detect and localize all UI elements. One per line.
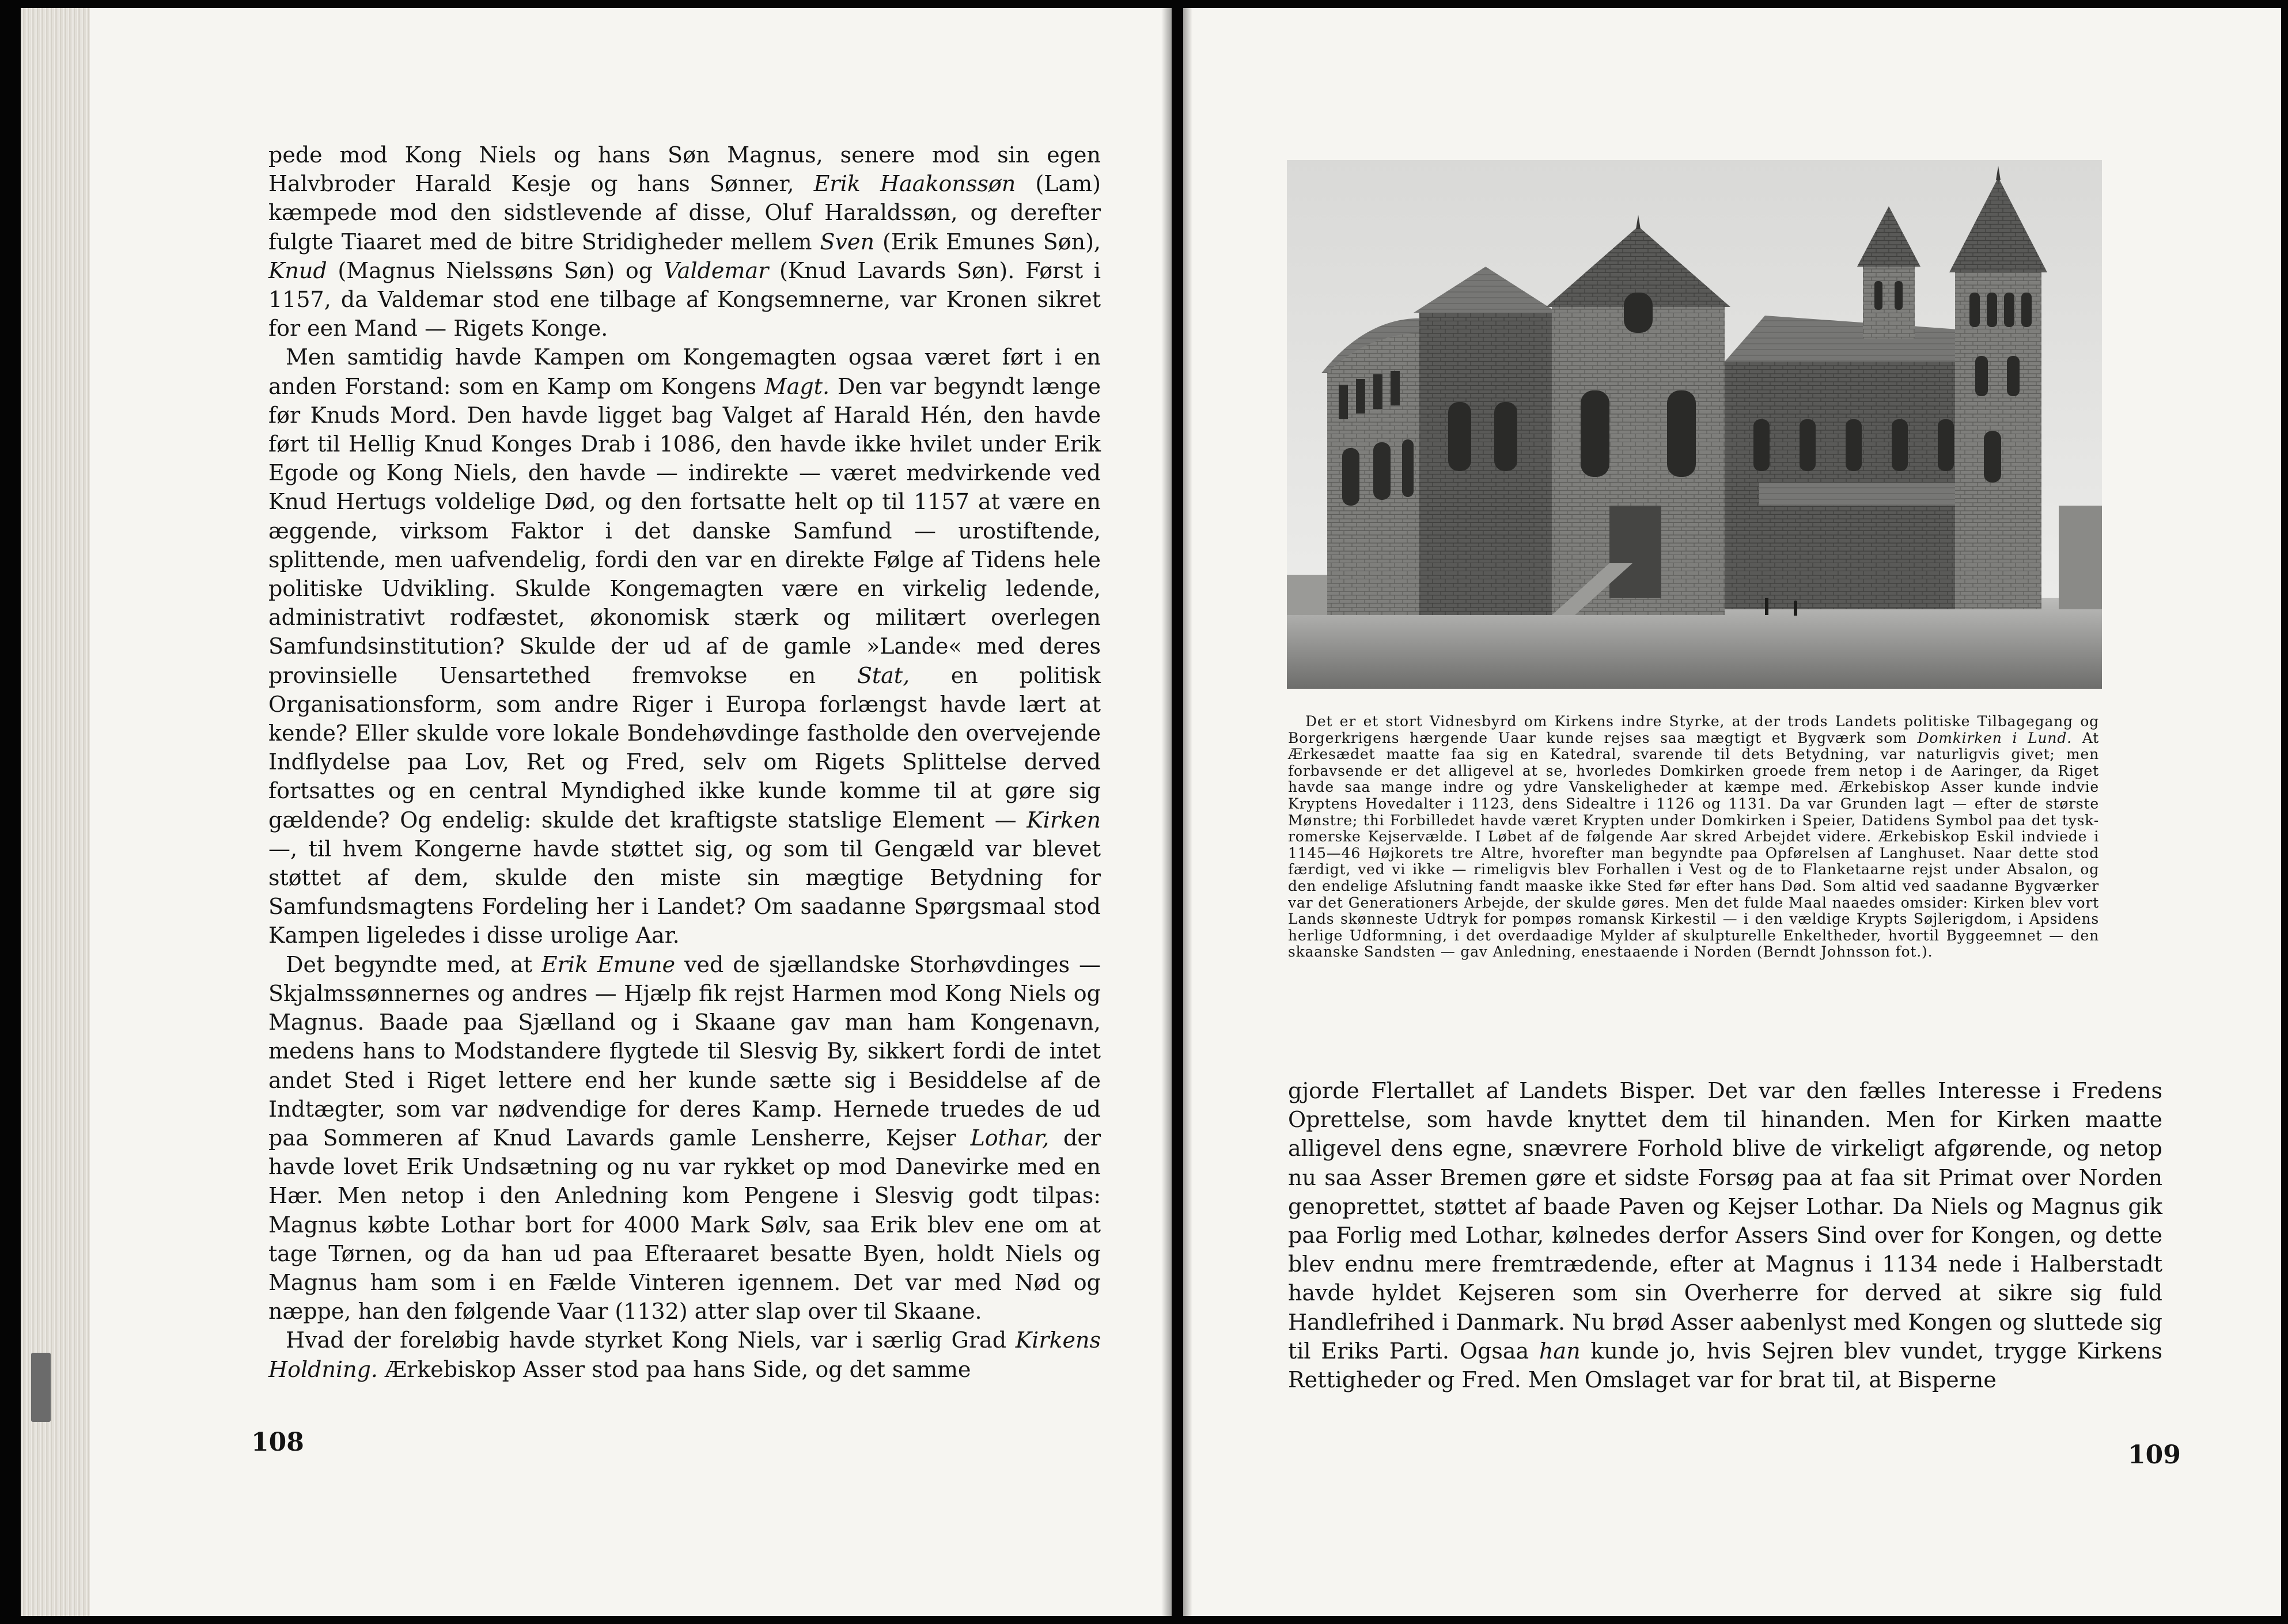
text-run: (Erik Emunes Søn), — [874, 229, 1101, 255]
text-run: Det er et stort Vidnesbyrd om Kirkens indre Styrke, at der trods Landets politiske Tilbagegang og Borgerkrigens hærgende Uaar kunde rejses saa mægtigt et Bygværk som — [1288, 713, 2099, 746]
cathedral-photograph — [1287, 160, 2102, 689]
italic-run: Stat, — [857, 662, 910, 688]
text-run: Det begyndte med, at — [286, 951, 541, 977]
text-run: kunde jo, hvis Sejren blev vundet, trygge Kirkens Rettigheder og Fred. Men Omslaget var for brat til, at Bisperne — [1288, 1338, 2162, 1393]
right-page-body-text — [1288, 1076, 2162, 1394]
text-run: (Knud Lavards Søn). Først i 1157, da Valdemar stod ene tilbage af Kongsemnerne, var Kronen sikret for een Mand — Rigets Konge. — [268, 257, 1101, 342]
text-run: (Magnus Nielssøns Søn) og — [327, 257, 664, 283]
italic-run: Kirken — [1026, 807, 1101, 833]
paragraph — [1288, 1076, 2162, 1394]
text-run: der havde lovet Erik Undsætning og nu var rykket op mod Danevirke med en Hær. Men netop i den Anledning kom Pengene i Slesvig godt tilpas: Magnus købte Lothar bort for 4000 Mark Sølv, saa Erik blev ene om at tage Tørnen, og da han ud paa Efteraaret besatte Byen, holdt Niels og Magnus ham som i en Fælde Vinteren igennem. Det var med Nød og næppe, han den følgende Vaar (1132) atter slap over til Skaane. — [268, 1125, 1101, 1325]
text-run: Ærkebiskop Asser stod paa hans Side, og det samme — [378, 1356, 971, 1382]
italic-run: han — [1539, 1338, 1581, 1364]
right-page — [1183, 8, 2281, 1616]
italic-run: Kirkens Holdning. — [268, 1327, 1101, 1382]
italic-run: Magt. — [764, 373, 830, 399]
text-run: gjorde Flertallet af Landets Bisper. Det var den fælles Interesse i Fredens Oprettelse, som havde knyttet dem til hinanden. Men for Kirken maatte alligevel dens egne, snævrere Forhold blive de virkeligt afgørende, og netop nu saa Asser Bremen gøre et sidste Forsøg paa at faa sit Primat over Norden genoprettet, støttet af baade Paven og Kejser Lothar. Da Niels og Magnus gik paa Forlig med Lothar, kølnedes derfor Assers Sind over for Kongen, og dette blev endnu mere fremtrædende, efter at Magnus i 1134 nede i Halberstadt havde hyldet Kejseren som sin Overherre for derved at sikre sig fuld Handlefrihed i Danmark. Nu brød Asser aabenlyst med Kongen og sluttede sig til Eriks Parti. Ogsaa — [1288, 1078, 2162, 1364]
spine-shadow — [1183, 8, 1192, 1616]
italic-run: Lothar, — [970, 1125, 1050, 1151]
italic-run: Knud — [268, 257, 327, 283]
paragraph — [268, 1326, 1101, 1383]
paragraph — [268, 950, 1101, 1326]
page-number-left: 108 — [251, 1428, 304, 1457]
text-run: Den var begyndt længe før Knuds Mord. Den havde ligget bag Valget af Harald Hén, den havde ført til Hellig Knud Konges Drab i 1086, den havde ikke hvilet under Erik Egode og Kong Niels, den havde — indirekte — været medvirkende ved Knud Hertugs voldelige Død, og den fortsatte helt op til 1157 at være en æggende, virksom Faktor i det danske Samfund — urostiftende, splittende, men uafvendelig, fordi den var en direkte Følge af Tidens hele politiske Udvikling. Skulde Kongemagten være en virkelig ledende, administrativt rodfæstet, økonomisk stærk og militært overlegen Samfundsinstitution? Skulde der ud af de gamle »Lande« med deres provinsielle Uensartethed fremvokse en — [268, 373, 1101, 688]
text-run: —, til hvem Kongerne havde støttet sig, og som til Gengæld var blevet støttet af dem, skulde den miste sin mægtige Betydning for Samfundsmagtens Fordeling her i Landet? Om saadanne Spørgsmaal stod Kampen ligeledes i disse urolige Aar. — [268, 836, 1101, 948]
italic-run: Sven — [820, 229, 874, 255]
text-run: en politisk Organisationsform, som andre Riger i Europa forlængst havde lært at kende? Eller skulde vore lokale Bondehøvdinge fastholde den overvejende Indflydelse paa Lov, Ret og Fred, selv om Rigets Splittelse derved fortsattes og en central Myndighed ikke kunde komme til at gøre sig gældende? Og endelig: skulde det kraftigste statslige Element — — [268, 662, 1101, 833]
paragraph — [268, 343, 1101, 950]
text-run: ved de sjællandske Storhøvdinges — Skjalmssønnernes og andres — Hjælp fik rejst Harmen mod Kong Niels og Magnus. Baade paa Sjælland og i Skaane gav man ham Kongenavn, medens hans to Modstandere flygtede til Slesvig By, sikkert fordi de intet andet Sted i Riget lettere end her kunde sætte sig i Besiddelse af de Indtægter, som var nødvendige for deres Kamp. Hernede truedes de ud paa Sommeren af Knud Lavards gamle Lensherre, Kejser — [268, 951, 1101, 1151]
text-run: Men samtidig havde Kampen om Kongemagten ogsaa været ført i en anden Forstand: som en Kamp om Kongens — [268, 344, 1101, 399]
text-run: Hvad der foreløbig havde styrket Kong Niels, var i særlig Grad — [286, 1327, 1016, 1353]
text-run: (Lam) kæmpede mod den sidstlevende af disse, Oluf Haraldssøn, og derefter fulgte Tiaaret med de bitre Stridigheder mellem — [268, 171, 1101, 255]
left-page-body-text — [268, 141, 1101, 1384]
text-run: pede mod Kong Niels og hans Søn Magnus, senere mod sin egen Halvbroder Harald Kesje og hans Sønner, — [268, 142, 1101, 197]
italic-run: Domkirken i Lund. — [1917, 729, 2072, 746]
paragraph — [268, 141, 1101, 343]
photo-caption — [1288, 714, 2099, 961]
spine-shadow — [1161, 8, 1172, 1616]
left-page — [21, 8, 1172, 1616]
paragraph — [1288, 714, 2099, 961]
italic-run: Valdemar — [663, 257, 769, 283]
italic-run: Erik Haakonssøn — [813, 171, 1016, 197]
binding-clip — [31, 1353, 51, 1422]
text-run: At Ærkesædet maatte faa sig en Katedral, svarende til dets Betydning, var naturligvis givet; men forbavsende er det alligevel at se, hvorledes Domkirken groede frem netop i de Aaringer, da Riget havde saa mange indre og ydre Vanskeligheder at kæmpe med. Ærkebiskop Asser kunde indvie Kryptens Hovedalter i 1123, dens Sidealtre i 1126 og 1131. Da var Grunden lagt — efter de største Mønstre; thi Forbilledet havde været Krypten under Domkirken i Speier, Datidens Symbol paa det tysk-romerske Kejservælde. I Løbet af de følgende Aar skred Arbejdet videre. Ærkebiskop Eskil indviede i 1145—46 Højkorets tre Altre, hvorefter man begyndte paa Opførelsen af Langhuset. Naar dette stod færdigt, ved vi ikke — rimeligvis blev Forhallen i Vest og de to Flanketaarne rejst under Absalon, og den endelige Afslutning fandt maaske ikke Sted før efter hans Død. Som altid ved saadanne Bygværker var det Generationers Arbejde, der skulde gøres. Men det fulde Maal naaedes omsider: Kirken blev vort Lands skønneste Udtryk for pompøs romansk Kirkestil — i den vældige Krypts Søjlerigdom, i Apsidens herlige Udformning, i det overdaadige Mylder af skulpturelle Enkeltheder, hvortil Byggeemnet — den skaanske Sandsten — gav Anledning, enestaaende i Norden (Berndt Johnsson fot.). — [1288, 729, 2099, 961]
italic-run: Erik Emune — [541, 951, 676, 977]
page-number-right: 109 — [2128, 1440, 2181, 1470]
